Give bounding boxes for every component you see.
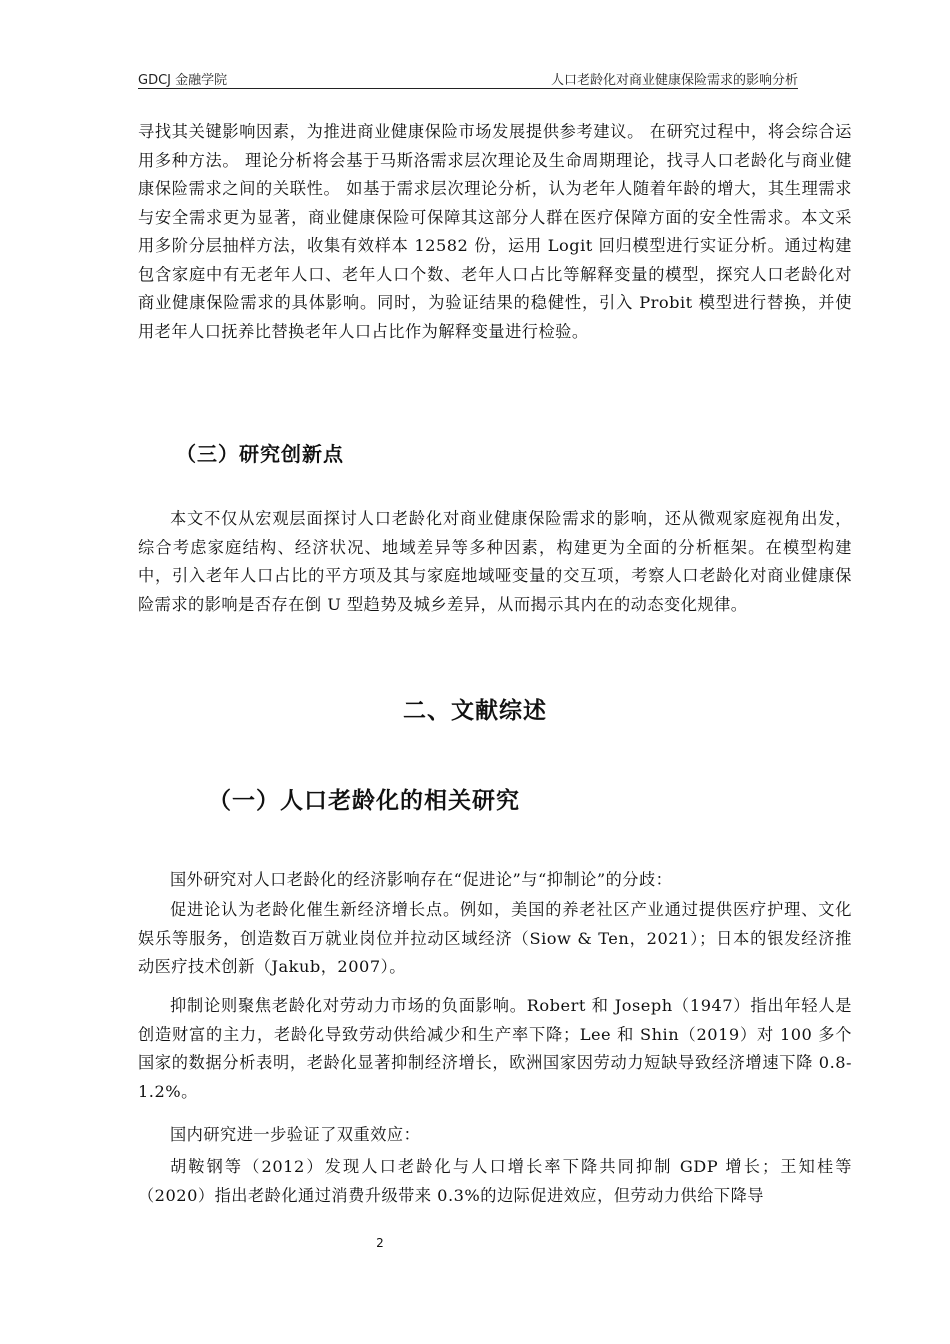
paragraph-methods: 寻找其关键影响因素，为推进商业健康保险市场发展提供参考建议。 在研究过程中，将会综合运用多种方法。 理论分析将会基于马斯洛需求层次理论及生命周期理论，找寻人口老龄化与商业健康保险需求之间的关联性。 如基于需求层次理论分析，认为老年人随着年龄的增大，其生理需求与安全需求更为显著，商业健康保险可保障其这部分人群在医疗保障方面的安全性需求。本文采用多阶分层抽样方法，收集有效样本 12582 份，运用 Logit 回归模型进行实证分析。通过构建包含家庭中有无老年人口、老年人口个数、老年人口占比等解释变量的模型，探究人口老龄化对商业健康保险需求的具体影响。同时，为验证结果的稳健性，引入 Probit 模型进行替换，并使用老年人口抚养比替换老年人口占比作为解释变量进行检验。 <box>138 122 852 341</box>
paragraph-innovation: 本文不仅从宏观层面探讨人口老龄化对商业健康保险需求的影响，还从微观家庭视角出发，综合考虑家庭结构、经济状况、地域差异等多种因素，构建更为全面的分析框架。在模型构建中，引入老年人口占比的平方项及其与家庭地域哑变量的交互项，考察人口老龄化对商业健康保险需求的影响是否存在倒 U 型趋势及城乡差异，从而揭示其内在的动态变化规律。 <box>138 509 852 614</box>
paragraph-promote-theory: 促进论认为老龄化催生新经济增长点。例如，美国的养老社区产业通过提供医疗护理、文化娱乐等服务，创造数百万就业岗位并拉动区域经济（Siow & Ten，2021）；日本的银发经济推动医疗技术创新（Jakub，2007）。 <box>138 900 852 976</box>
chapter-title: 二、文献综述 <box>403 698 547 724</box>
paragraph-domestic: 胡鞍钢等（2012）发现人口老龄化与人口增长率下降共同抑制 GDP 增长；王知桂等（2020）指出老龄化通过消费升级带来 0.3%的边际促进效应，但劳动力供给下降导 <box>138 1157 852 1205</box>
section-title: （一）人口老龄化的相关研究 <box>208 788 520 814</box>
page-header <box>138 66 798 89</box>
heading-innovation: （三）研究创新点 <box>176 442 344 466</box>
header-paper-title: 人口老龄化对商业健康保险需求的影响分析 <box>550 73 798 88</box>
page-number: 2 <box>376 1236 384 1250</box>
header-school: GDCJ 金融学院 <box>138 73 228 88</box>
paragraph-suppress-theory: 抑制论则聚焦老龄化对劳动力市场的负面影响。Robert 和 Joseph（1947）指出年轻人是创造财富的主力，老龄化导致劳动供给减少和生产率下降；Lee 和 Shin（2019）对 100 多个国家的数据分析表明，老龄化显著抑制经济增长，欧洲国家因劳动力短缺导致经济增速下降 0.8-1.2%。 <box>138 996 852 1101</box>
paragraph-foreign-intro: 国外研究对人口老龄化的经济影响存在“促进论”与“抑制论”的分歧： <box>170 870 673 889</box>
paragraph-domestic-intro: 国内研究进一步验证了双重效应： <box>170 1125 421 1144</box>
